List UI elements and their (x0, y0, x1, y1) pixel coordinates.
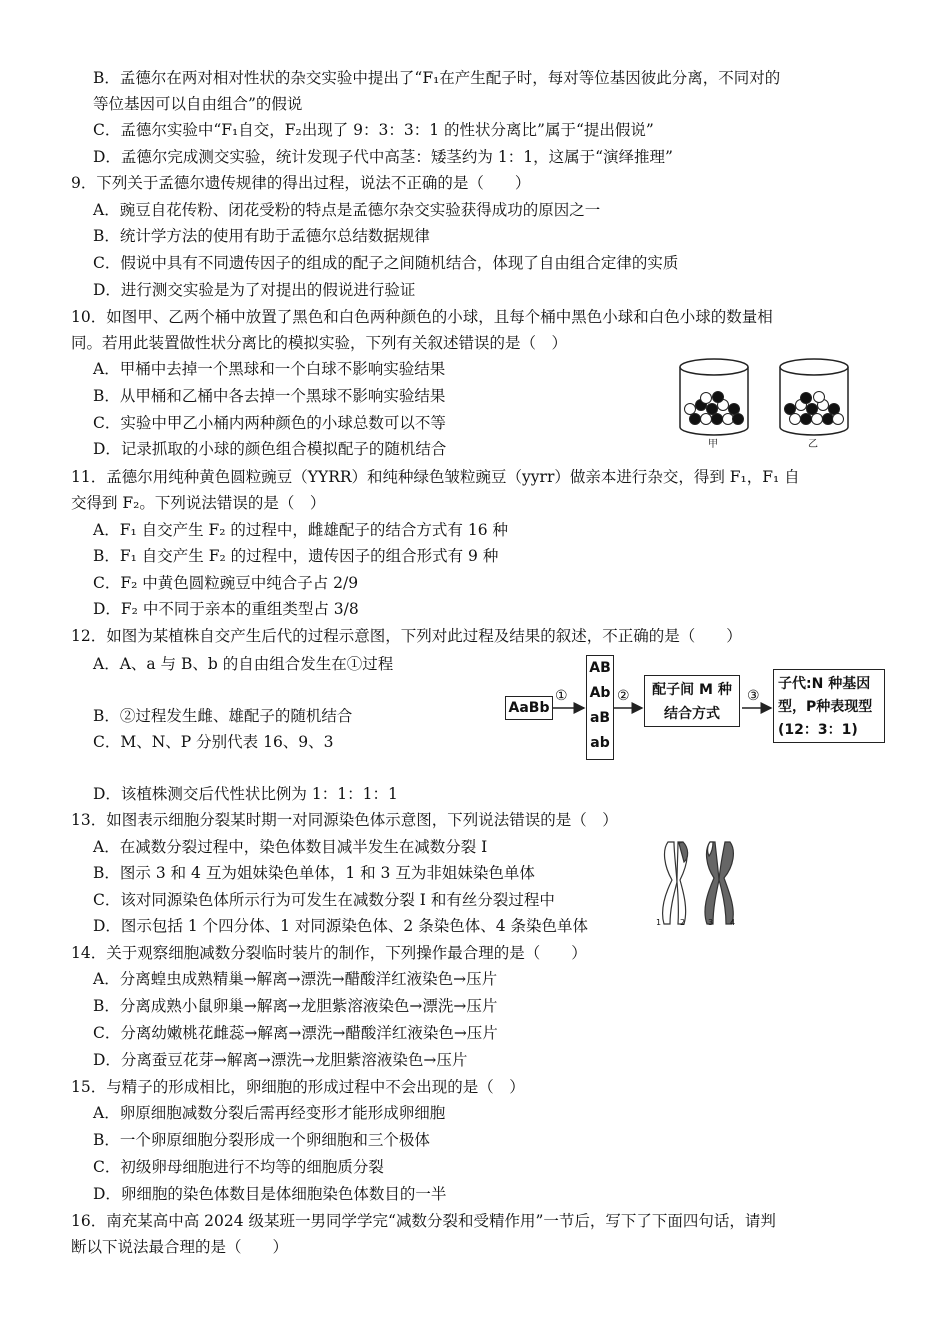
offspring-line3: (12：3：1) (778, 722, 858, 738)
q14-option-b: B．分离成熟小鼠卵巢→解离→龙胆紫溶液染色→漂洗→压片 (93, 997, 498, 1015)
q8-option-b-line1: B．孟德尔在两对相对性状的杂交实验中提出了“F₁在产生配子时，每对等位基因彼此分离，不同对的 (93, 69, 781, 87)
q9-option-a: A．豌豆自花传粉、闭花受粉的特点是孟德尔杂交实验获得成功的原因之一 (93, 201, 601, 219)
q9-option-b: B．统计学方法的使用有助于孟德尔总结数据规律 (93, 227, 430, 245)
q10-stem-line1: 10．如图甲、乙两个桶中放置了黑色和白色两种颜色的小球，且每个桶中黑色小球和白色小球的数量相 (71, 308, 773, 326)
q12-option-c: C．M、N、P 分别代表 16、9、3 (93, 733, 334, 751)
q10-option-b: B．从甲桶和乙桶中各去掉一个黑球不影响实验结果 (93, 387, 446, 405)
q10-option-d: D．记录抓取的小球的颜色组合模拟配子的随机结合 (93, 440, 447, 458)
q12-flow-diagram (505, 655, 890, 760)
q13-chromosome-figure (652, 838, 742, 930)
q8-option-c: C．孟德尔实验中“F₁自交，F₂出现了 9：3：3：1 的性状分离比”属于“提出假说” (93, 121, 654, 139)
q12-stem: 12．如图为某植株自交产生后代的过程示意图，下列对此过程及结果的叙述，不正确的是（ ） (71, 627, 742, 645)
q9-option-c: C．假说中具有不同遗传因子的组成的配子之间随机结合，体现了自由组合定律的实质 (93, 254, 679, 272)
q12-option-b: B．②过程发生雌、雄配子的随机结合 (93, 707, 353, 725)
q11-stem-line1: 11．孟德尔用纯种黄色圆粒豌豆（YYRR）和纯种绿色皱粒豌豆（yyrr）做亲本进行杂交，得到 F₁，F₁ 自 (71, 468, 800, 486)
q8-option-b-line2: 等位基因可以自由组合”的假说 (93, 95, 303, 113)
gamete-ab-upper: AB (589, 660, 611, 676)
q11-option-b: B．F₁ 自交产生 F₂ 的过程中，遗传因子的组合形式有 9 种 (93, 547, 499, 565)
q11-option-d: D．F₂ 中不同于亲本的重组类型占 3/8 (93, 600, 359, 618)
chromatid-label-2: 2 (680, 918, 686, 927)
q9-option-d: D．进行测交实验是为了对提出的假说进行验证 (93, 281, 416, 299)
chromatid-label-3: 3 (708, 918, 714, 927)
chromosome-left (663, 842, 688, 924)
q16-stem-line1: 16．南充某高中高 2024 级某班一男同学学完“减数分裂和受精作用”一节后，写下了下面四句话，请判 (71, 1212, 776, 1230)
combination-box (644, 675, 740, 727)
q10-option-a: A．甲桶中去掉一个黑球和一个白球不影响实验结果 (93, 360, 446, 378)
q15-option-d: D．卵细胞的染色体数目是体细胞染色体数目的一半 (93, 1185, 447, 1203)
q10-option-c: C．实验中甲乙小桶内两种颜色的小球总数可以不等 (93, 414, 446, 432)
gamete-ab-mixed1: Ab (589, 685, 611, 701)
q15-option-c: C．初级卵母细胞进行不均等的细胞质分裂 (93, 1158, 384, 1176)
step1-label: ① (555, 688, 568, 704)
q13-option-d: D．图示包括 1 个四分体、1 对同源染色体、2 条染色体、4 条染色单体 (93, 917, 589, 935)
gametes-box (586, 655, 614, 760)
gamete-ab-lower: ab (590, 735, 610, 751)
step2-label: ② (617, 688, 630, 704)
q9-stem: 9．下列关于孟德尔遗传规律的得出过程，说法不正确的是（ ） (71, 174, 531, 192)
q8-option-d: D．孟德尔完成测交实验，统计发现子代中高茎：矮茎约为 1：1，这属于“演绎推理” (93, 148, 673, 166)
bucket-jia-label: 甲 (708, 439, 718, 450)
q13-stem: 13．如图表示细胞分裂某时期一对同源染色体示意图，下列说法错误的是（ ） (71, 811, 618, 829)
offspring-line1: 子代:N 种基因 (778, 676, 871, 692)
q14-option-c: C．分离幼嫩桃花雌蕊→解离→漂洗→醋酸洋红液染色→压片 (93, 1024, 498, 1042)
q13-option-b: B．图示 3 和 4 互为姐妹染色单体，1 和 3 互为非姐妹染色单体 (93, 864, 535, 882)
q10-stem-line2: 同。若用此装置做性状分离比的模拟实验，下列有关叙述错误的是（ ） (71, 334, 568, 352)
step3-label: ③ (747, 688, 760, 704)
q11-stem-line2: 交得到 F₂。下列说法错误的是（ ） (71, 494, 326, 512)
chromosome-right (705, 842, 733, 924)
q14-stem: 14．关于观察细胞减数分裂临时装片的制作，下列操作最合理的是（ ） (71, 944, 587, 962)
q11-option-a: A．F₁ 自交产生 F₂ 的过程中，雌雄配子的结合方式有 16 种 (93, 521, 508, 539)
q13-option-a: A．在减数分裂过程中，染色体数目减半发生在减数分裂 I (93, 838, 488, 856)
gamete-ab-mixed2: aB (589, 710, 611, 726)
offspring-line2: 型，P种表现型 (778, 699, 873, 715)
parent-genotype-box: AaBb (505, 696, 553, 720)
q10-bucket-figure (676, 353, 854, 453)
bucket-yi (780, 359, 848, 435)
bucket-jia (680, 359, 748, 435)
combination-line2: 结合方式 (664, 706, 720, 722)
q11-option-c: C．F₂ 中黄色圆粒豌豆中纯合子占 2/9 (93, 574, 359, 592)
q13-option-c: C．该对同源染色体所示行为可发生在减数分裂 I 和有丝分裂过程中 (93, 891, 555, 909)
q15-option-b: B．一个卵原细胞分裂形成一个卵细胞和三个极体 (93, 1131, 430, 1149)
bucket-diagram (676, 353, 854, 453)
q15-stem: 15．与精子的形成相比，卵细胞的形成过程中不会出现的是（ ） (71, 1078, 525, 1096)
q16-stem-line2: 断以下说法最合理的是（ ） (71, 1238, 289, 1256)
chromatid-label-1: 1 (656, 918, 662, 927)
chromosome-diagram (652, 838, 742, 930)
offspring-box (773, 669, 885, 743)
combination-line1: 配子间 M 种 (652, 682, 732, 698)
q12-option-a: A．A、a 与 B、b 的自由组合发生在①过程 (93, 655, 394, 673)
chromatid-label-4: 4 (730, 918, 736, 927)
q14-option-a: A．分离蝗虫成熟精巢→解离→漂洗→醋酸洋红液染色→压片 (93, 970, 498, 988)
bucket-yi-label: 乙 (808, 439, 818, 450)
q12-option-d: D．该植株测交后代性状比例为 1：1：1：1 (93, 785, 398, 803)
q14-option-d: D．分离蚕豆花芽→解离→漂洗→龙胆紫溶液染色→压片 (93, 1051, 468, 1069)
q15-option-a: A．卵原细胞减数分裂后需再经变形才能形成卵细胞 (93, 1104, 446, 1122)
